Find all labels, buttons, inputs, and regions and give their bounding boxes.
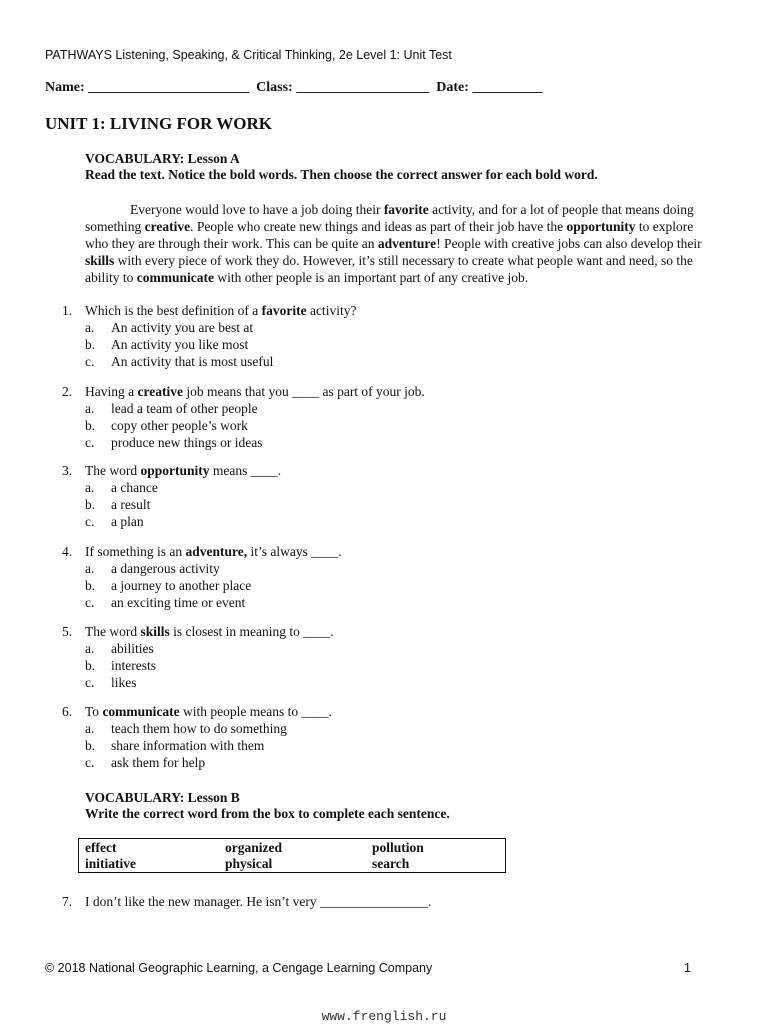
lesson-a-title: VOCABULARY: Lesson A <box>85 151 240 166</box>
bold-vocab-word: creative <box>144 219 191 234</box>
answer-option-a[interactable] <box>85 319 253 336</box>
unit-title: UNIT 1: LIVING FOR WORK <box>45 114 273 133</box>
answer-option-b[interactable] <box>85 336 248 353</box>
bold-vocab-word: communicate <box>136 270 214 285</box>
passage-line <box>85 201 721 218</box>
stem-text: means ____. <box>209 463 282 478</box>
answer-option-a[interactable] <box>85 479 158 496</box>
lesson-b-instruction: Write the correct word from the box to complete each sentence. <box>85 806 450 821</box>
question-number: 4. <box>62 544 73 559</box>
stem-text: Having a <box>85 384 138 399</box>
question-number: 1. <box>62 303 73 318</box>
passage-text: who they are through their work. This can be quite an <box>85 236 378 251</box>
lesson-b-title: VOCABULARY: Lesson B <box>85 790 240 805</box>
option-letter: c. <box>85 354 95 369</box>
bold-vocab-word: creative <box>137 384 183 399</box>
option-letter: b. <box>85 337 96 352</box>
option-text: a journey to another place <box>111 578 252 593</box>
option-letter: a. <box>85 561 95 576</box>
answer-option-c[interactable] <box>85 353 273 370</box>
question-stem <box>85 543 342 560</box>
passage-text: with other people is an important part of any creative job. <box>213 270 529 285</box>
stem-text: job means that you ____ as part of your job. <box>182 384 425 399</box>
word-box-item: effect <box>85 840 117 855</box>
stem-text: To <box>85 704 103 719</box>
answer-option-a[interactable] <box>85 640 154 657</box>
option-text: copy other people’s work <box>111 418 248 433</box>
option-text: An activity you like most <box>111 337 249 352</box>
option-letter: a. <box>85 320 95 335</box>
question-number: 6. <box>62 704 73 719</box>
answer-option-c[interactable] <box>85 513 144 530</box>
option-text: An activity you are best at <box>111 320 254 335</box>
lesson-a-instruction: Read the text. Notice the bold words. Then choose the correct answer for each bold word. <box>85 167 598 182</box>
question-stem <box>85 462 281 479</box>
passage-line <box>85 235 721 252</box>
option-letter: b. <box>85 658 96 673</box>
option-letter: b. <box>85 497 96 512</box>
option-letter: a. <box>85 721 95 736</box>
bold-vocab-word: opportunity <box>566 219 636 234</box>
passage-text: . People who create new things and ideas as part of their job have the <box>190 219 567 234</box>
bold-vocab-word: adventure, <box>185 544 248 559</box>
answer-option-b[interactable] <box>85 657 156 674</box>
answer-option-c[interactable] <box>85 674 137 691</box>
option-text: a plan <box>111 514 144 529</box>
answer-option-a[interactable] <box>85 400 258 417</box>
option-text: interests <box>111 658 156 673</box>
footer-page-number: 1 <box>684 961 691 975</box>
option-text: an exciting time or event <box>111 595 246 610</box>
name-class-date-line: Name: _______________________ Class: ___________________ Date: __________ <box>45 80 543 95</box>
passage-line <box>85 218 721 235</box>
stem-text: is closest in meaning to ____. <box>169 624 334 639</box>
word-box-item: initiative <box>85 856 136 871</box>
stem-text: If something is an <box>85 544 186 559</box>
bold-vocab-word: favorite <box>261 303 307 318</box>
question-number: 2. <box>62 384 73 399</box>
option-letter: c. <box>85 435 95 450</box>
option-text: a result <box>111 497 151 512</box>
stem-text: Which is the best definition of a <box>85 303 262 318</box>
bold-vocab-word: opportunity <box>140 463 210 478</box>
option-text: abilities <box>111 641 154 656</box>
question-stem <box>85 302 356 319</box>
option-letter: a. <box>85 480 95 495</box>
passage-line <box>85 269 721 286</box>
bold-vocab-word: favorite <box>383 202 429 217</box>
answer-option-b[interactable] <box>85 496 150 513</box>
option-letter: c. <box>85 595 95 610</box>
stem-text: it’s always ____. <box>247 544 342 559</box>
document-header: PATHWAYS Listening, Speaking, & Critical Thinking, 2e Level 1: Unit Test <box>45 48 452 62</box>
option-letter: b. <box>85 578 96 593</box>
option-letter: a. <box>85 401 95 416</box>
answer-option-c[interactable] <box>85 754 205 771</box>
option-text: a chance <box>111 480 158 495</box>
lesson-b-section <box>85 790 450 822</box>
lesson-a-section <box>85 151 598 183</box>
bold-vocab-word: skills <box>140 624 170 639</box>
passage-text: ! People with creative jobs can also develop their <box>436 236 702 251</box>
word-box <box>78 838 506 873</box>
option-letter: a. <box>85 641 95 656</box>
word-box-item: pollution <box>372 840 424 855</box>
question-stem <box>85 623 334 640</box>
stem-text: activity? <box>306 303 357 318</box>
option-letter: c. <box>85 675 95 690</box>
answer-option-a[interactable] <box>85 560 220 577</box>
reading-passage <box>85 201 721 286</box>
bold-vocab-word: communicate <box>102 704 180 719</box>
stem-text: with people means to ____. <box>179 704 332 719</box>
bold-vocab-word: skills <box>85 253 115 268</box>
option-text: likes <box>111 675 137 690</box>
option-text: share information with them <box>111 738 265 753</box>
site-watermark[interactable]: www.frenglish.ru <box>321 1009 447 1024</box>
option-letter: c. <box>85 514 95 529</box>
option-text: lead a team of other people <box>111 401 258 416</box>
bold-vocab-word: adventure <box>377 236 437 251</box>
question-stem <box>85 383 425 400</box>
word-box-item: search <box>372 856 410 871</box>
question-stem <box>85 703 332 720</box>
option-text: teach them how to do something <box>111 721 287 736</box>
question-number: 7. <box>62 894 73 909</box>
question-number: 3. <box>62 463 73 478</box>
question-text: I don’t like the new manager. He isn’t very ________________. <box>85 894 432 909</box>
passage-text: something <box>85 219 145 234</box>
answer-option-b[interactable] <box>85 577 251 594</box>
option-letter: b. <box>85 418 96 433</box>
passage-text: activity, and for a lot of people that means doing <box>428 202 694 217</box>
question-number: 5. <box>62 624 73 639</box>
passage-text: Everyone would love to have a job doing their <box>130 202 384 217</box>
answer-option-a[interactable] <box>85 720 287 737</box>
passage-text: ability to <box>85 270 137 285</box>
passage-line <box>85 252 721 269</box>
answer-option-b[interactable] <box>85 737 264 754</box>
option-letter: c. <box>85 755 95 770</box>
option-text: produce new things or ideas <box>111 435 263 450</box>
answer-option-b[interactable] <box>85 417 248 434</box>
footer-copyright: © 2018 National Geographic Learning, a Cengage Learning Company <box>45 961 433 975</box>
stem-text: The word <box>85 624 141 639</box>
option-text: ask them for help <box>111 755 206 770</box>
option-text: a dangerous activity <box>111 561 220 576</box>
option-text: An activity that is most useful <box>111 354 274 369</box>
word-box-item: organized <box>225 840 282 855</box>
answer-option-c[interactable] <box>85 434 262 451</box>
word-box-item: physical <box>225 856 273 871</box>
passage-text: to explore <box>635 219 694 234</box>
answer-option-c[interactable] <box>85 594 245 611</box>
option-letter: b. <box>85 738 96 753</box>
stem-text: The word <box>85 463 141 478</box>
passage-text: with every piece of work they do. However, it’s still necessary to create what people want and need, so the <box>114 253 693 268</box>
